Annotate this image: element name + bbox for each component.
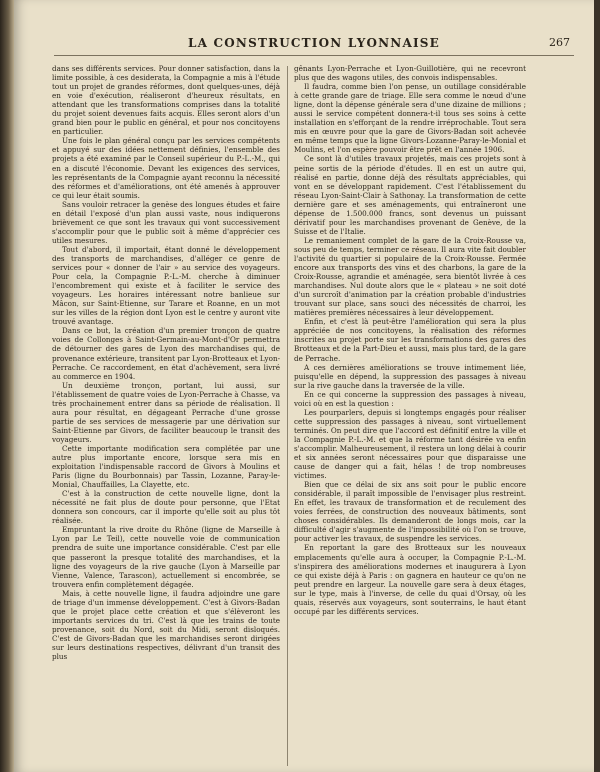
paragraph: dans ses différents services. Pour donner satisfaction, dans la limite possible, à ces desiderata, la Compagnie a mis à l'étude tout un projet de grandes réformes, dont quelques-unes, déjà en voie d'exécution, réaliseront d'heureux résultats, en attendant que les transformations comprises dans la totalité du projet soient devenues faits acquis. Elles seront alors d'un grand bien pour le public en général, et pour nos concitoyens en particulier. <box>52 64 280 137</box>
paragraph: Mais, à cette nouvelle ligne, il faudra adjoindre une gare de triage d'un immense développement. C'est à Givors-Badan que le projet place cette création et que s'élèveront les importants services du tri. C'est là que les trains de toute provenance, soit du Nord, soit du Midi, seront disloqués. C'est de Givors-Badan que les marchandises seront dirigées sur leurs destinations respectives, délivrant d'un transit des plus <box>52 588 280 662</box>
paragraph: Tout d'abord, il importait, étant donné le développement des transports de marchandises, d'alléger ce genre de services pour « donner de l'air » au service des voyageurs. Pour cela, la Compagnie P.-L.-M. cherche à diminuer l'encombrement qui existe et à faciliter le service des voyageurs. Les horaires intéressant notre banlieue sur Mâcon, sur Saint-Etienne, sur Tarare et Roanne, en un mot sur les villes de la région dont Lyon est le centre y auront vite trouvé avantage. <box>52 244 280 327</box>
paragraph: A ces dernières améliorations se trouve intimement liée, puisqu'elle en dépend, la suppression des passages à niveau sur la rive gauche dans la traversée de la ville. <box>294 362 526 390</box>
paragraph: Le remaniement complet de la gare de la Croix-Rousse va, sous peu de temps, terminer ce réseau. Il aura vite fait doubler l'activité du quartier si populaire de la Croix-Rousse. Fermée encore aux transports des vins et des charbons, la gare de la Croix-Rousse, agrandie et aménagée, sera bientôt livrée à ces marchandises. Nul doute alors que le « plateau » ne soit doté d'un surcroît d'animation par la création probable d'industries trouvant sur place, sans souci des nécessités de charroi, les matières premières nécessaires à leur développement. <box>294 235 526 318</box>
paragraph: Dans ce but, la création d'un premier tronçon de quatre voies de Collonges à Saint-Germain-au-Mont-d'Or permettra de détourner des gares de Lyon des marchandises qui, de provenance extérieure, transitent par Lyon-Brotteaux et Lyon-Perrache. Ce raccordement, en état d'achèvement, sera livré au commerce en 1904. <box>52 326 280 381</box>
paragraph: C'est à la construction de cette nouvelle ligne, dont la nécessité ne fait plus de doute pour personne, que l'Etat donnera son concours, car il importe qu'elle soit au plus tôt réalisée. <box>52 489 280 526</box>
page-header <box>54 33 574 56</box>
paragraph: Sans vouloir retracer la genèse des longues études et faire en détail l'exposé d'un plan aussi vaste, nous indiquerons brièvement ce que sont les travaux qui vont successivement s'accomplir pour que le public soit à même d'apprécier ces utiles mesures. <box>52 199 280 245</box>
column-divider <box>287 66 288 766</box>
paragraph: Il faudra, comme bien l'on pense, un outillage considérable à cette grande gare de triage. Elle sera comme le nœud d'une ligne, dont la dépense générale sera d'une dizaine de millions ; aussi le service compétent donnera-t-il tous ses soins à cette installation en s'efforçant de la rendre irréprochable. Tout sera mis en œuvre pour que la gare de Givors-Badan soit achevée en même temps que la ligne Givors-Lozanne-Paray-le-Monial et Moulins, et l'on espère pouvoir être prêt en l'année 1906. <box>294 82 526 155</box>
paragraph: Les pourparlers, depuis si longtemps engagés pour réaliser cette suppression des passages à niveau, sont virtuellement terminés. On peut dire que l'accord est définitif entre la ville et la Compagnie P.-L.-M. et que la réforme tant désirée va enfin s'accomplir. Malheureusement, il restera un long délai à courir et six années seront nécessaires pour que disparaisse une cause de danger qui a fait, hélas ! de trop nombreuses victimes. <box>294 407 526 481</box>
paragraph: gênants Lyon-Perrache et Lyon-Guillotière, qui ne recevront plus que des wagons utiles, des convois indispensables. <box>294 64 526 83</box>
paragraph: En reportant la gare des Brotteaux sur les nouveaux emplacements qu'elle aura à occuper, la Compagnie P.-L.-M. s'inspirera des améliorations modernes et inaugurera à Lyon ce qui existe déjà à Paris : on gagnera en hauteur ce qu'on ne peut prendre en largeur. La nouvelle gare sera à deux étages, sur le type, mais à l'inverse, de celle du quai d'Orsay, où les quais, réservés aux voyageurs, sont souterrains, le haut étant occupé par les différents services. <box>294 543 526 616</box>
running-title: LA CONSTRUCTION LYONNAISE <box>188 36 440 50</box>
page-number: 267 <box>549 36 570 49</box>
book-binding-edge <box>0 0 14 772</box>
paragraph: Bien que ce délai de six ans soit pour le public encore considérable, il paraît impossible de l'envisager plus restreint. En effet, les travaux de transformation et de reculement des voies ferrées, de construction des nouveaux bâtiments, sont choses considérables. Ils demanderont de longs mois, car la difficulté d'agir s'augmente de l'impossibilité où l'on se trouve, pour activer les travaux, de suspendre les services. <box>294 480 526 544</box>
paragraph: Une fois le plan général conçu par les services compétents et appuyé sur des idées nettement définies, l'ensemble des projets a été examiné par le Conseil supérieur du P.-L.-M., qui en a discuté l'économie. Devant les exigences des services, les représentants de la Compagnie ayant reconnu la nécessité des réformes et d'améliorations, ont été amenés à approuver ce qui leur était soumis. <box>52 136 280 200</box>
paragraph: Un deuxième tronçon, portant, lui aussi, sur l'établissement de quatre voies de Lyon-Perrache à Chasse, va très prochainement entrer dans sa période de réalisation. Il aura pour résultat, en dégageant Perrache d'une grosse partie de ses services de messagerie par une dérivation sur Saint-Etienne par Givors, de faciliter beaucoup le transit des voyageurs. <box>52 380 280 444</box>
paragraph: Cette importante modification sera complétée par une autre plus importante encore, lorsque sera mis en exploitation l'indispensable raccord de Givors à Moulins et Paris (ligne du Bourbonnais) par Tassin, Lozanne, Paray-le-Monial, Chauffailles, La Clayette, etc. <box>52 443 280 490</box>
paragraph: Enfin, et c'est là peut-être l'amélioration qui sera la plus appréciée de nos concitoyens, la réalisation des réformes inscrites au projet porte sur les transformations des gares des Brotteaux et de la Part-Dieu et aussi, mais plus tard, de la gare de Perrache. <box>294 317 526 363</box>
right-column <box>294 64 526 764</box>
left-column <box>52 64 280 764</box>
paragraph: Ce sont là d'utiles travaux projetés, mais ces projets sont à peine sortis de la période d'études. Il en est un autre qui, réalisé en partie, donne déjà des résultats appréciables, qui vont en se développant rapidement. C'est l'établissement du réseau Lyon-Saint-Clair à Sathonay. La transformation de cette dernière gare et ses aménagements, qui entraîneront une dépense de 1.500.000 francs, sont devenus un puissant dérivatif pour les marchandises provenant de Genève, de la Suisse et de l'Italie. <box>294 154 526 236</box>
paragraph: Empruntant la rive droite du Rhône (ligne de Marseille à Lyon par Le Teil), cette nouvelle voie de communication prendra de suite une importance considérable. C'est par elle que passeront la presque totalité des marchandises, et la ligne des voyageurs de la rive gauche (Lyon à Marseille par Vienne, Valence, Tarascon), actuellement si encombrée, se trouvera enfin complètement dégagée. <box>52 525 280 589</box>
paragraph: En ce qui concerne la suppression des passages à niveau, voici où en est la question : <box>294 389 526 408</box>
